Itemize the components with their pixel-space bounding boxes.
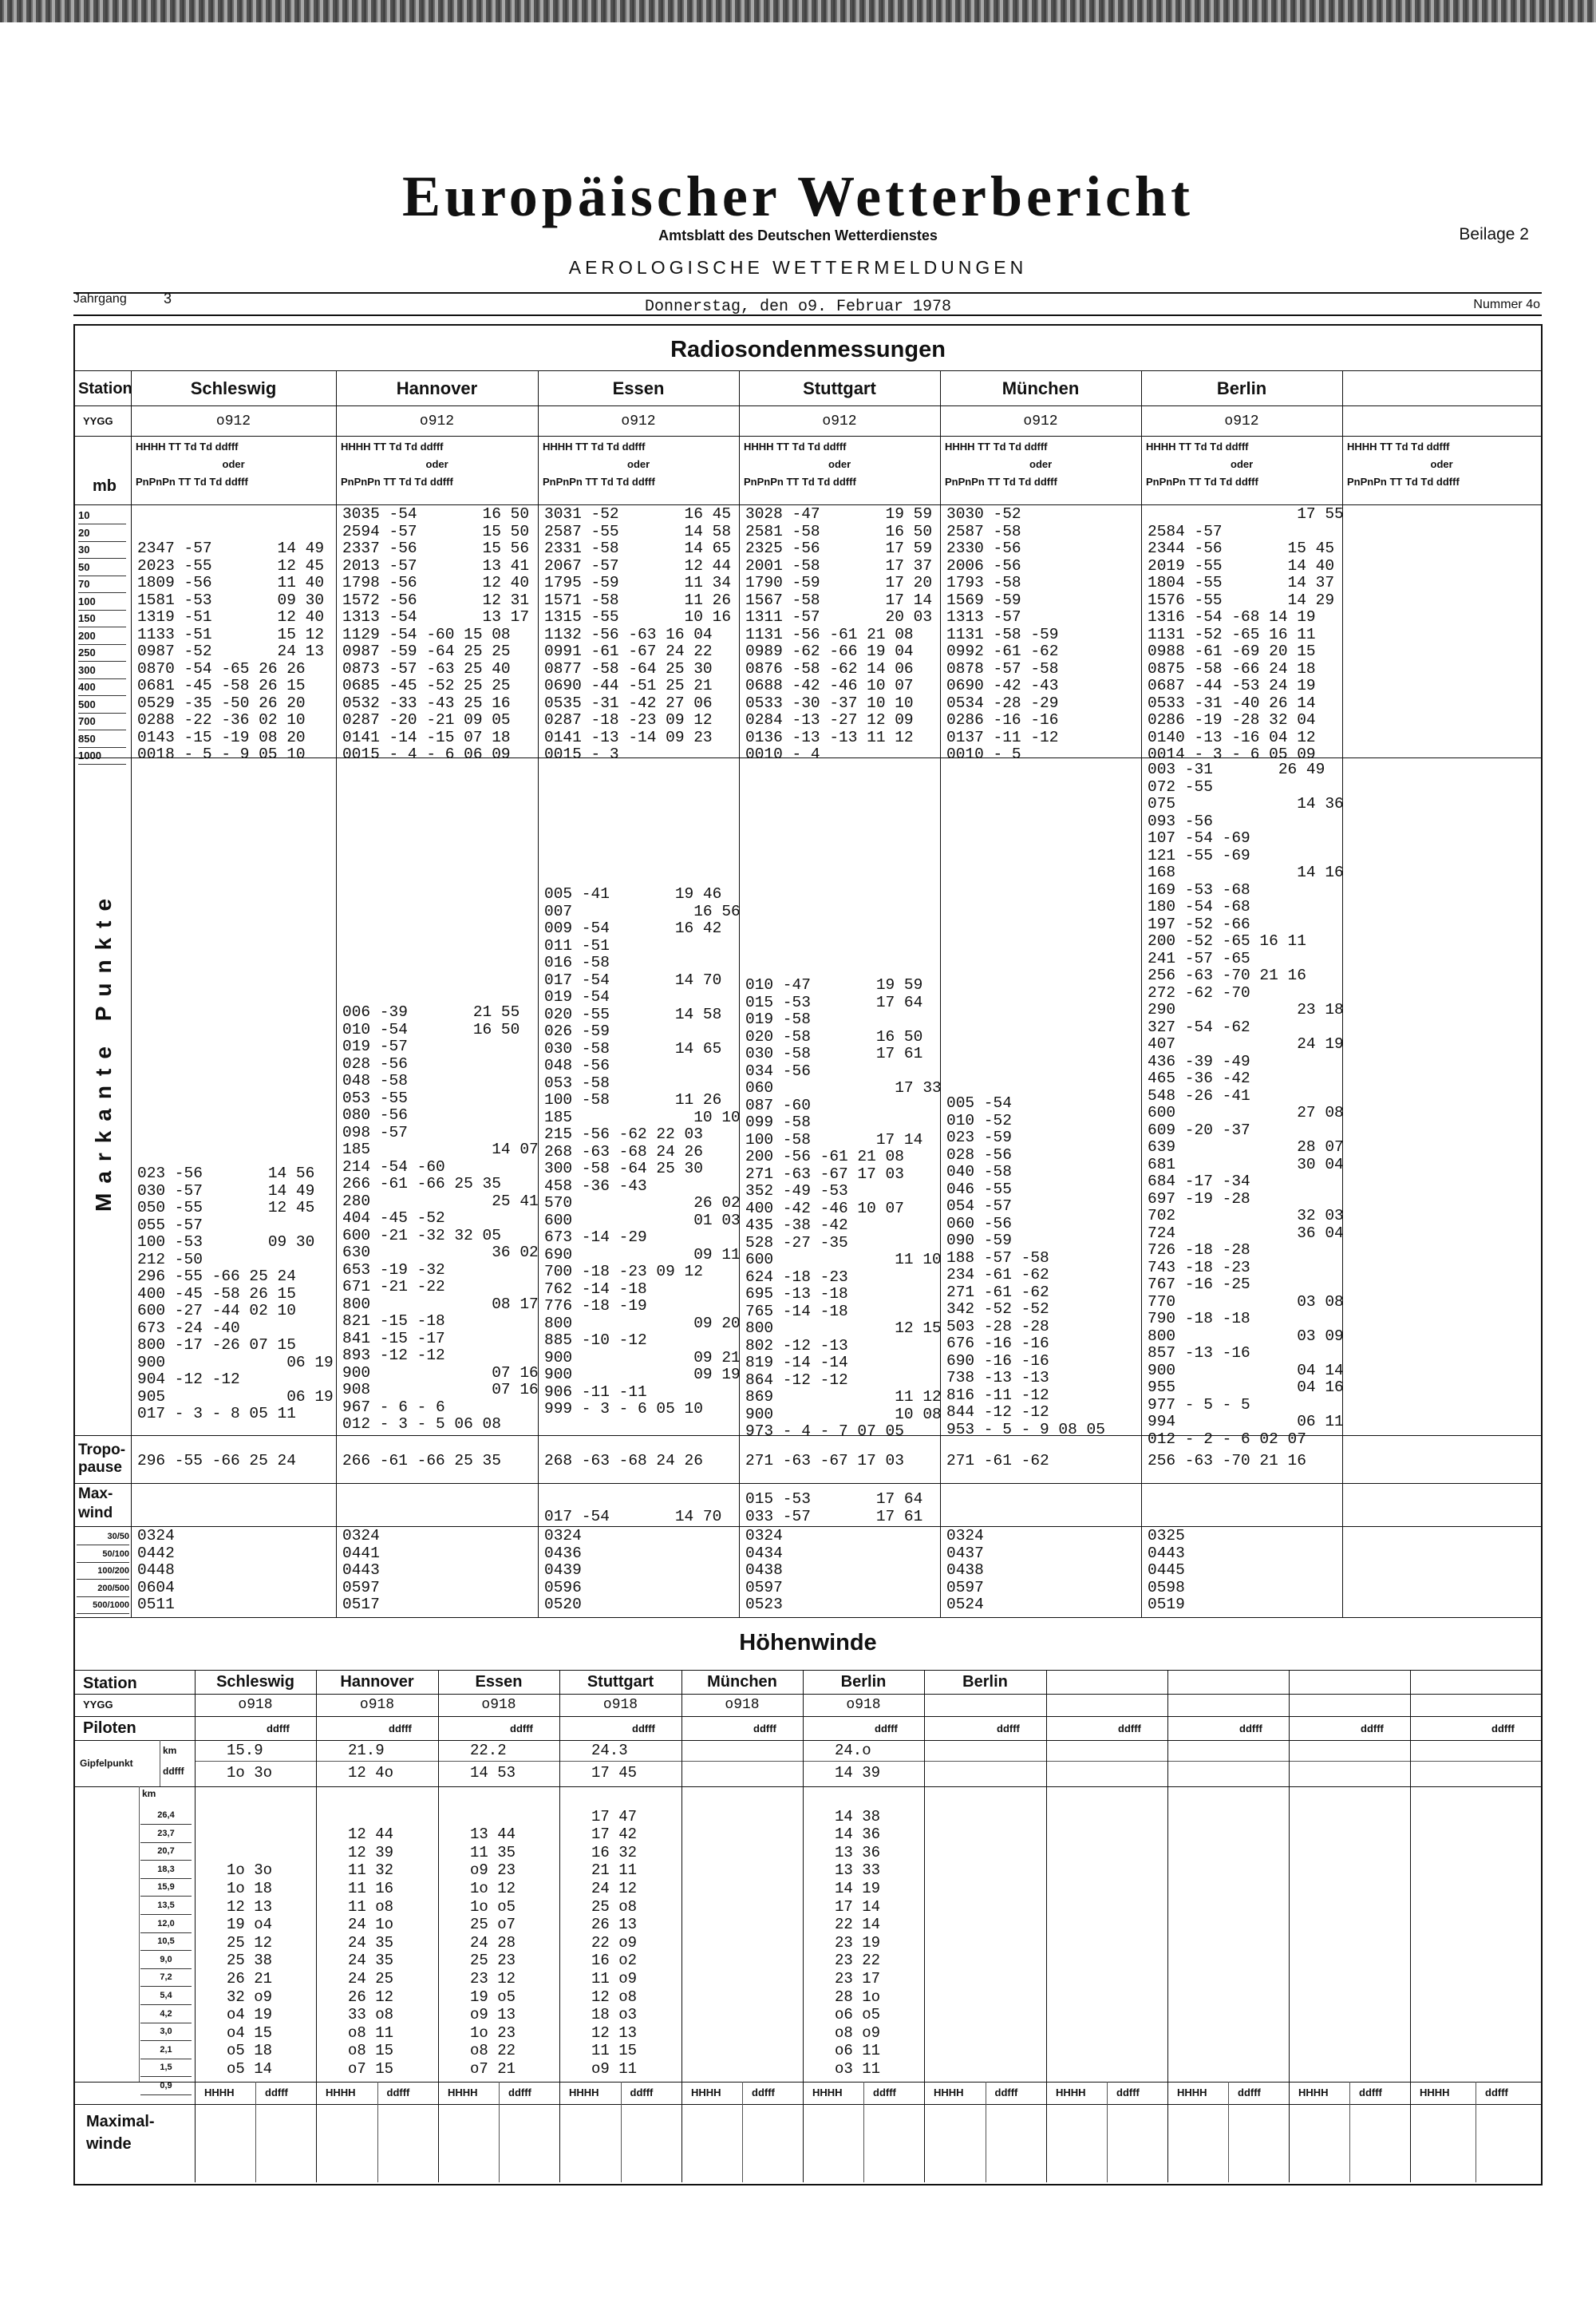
section-heading: AEROLOGISCHE WETTERMELDUNGEN [568,257,1028,278]
station-tropo-values: 268 -63 -68 24 26 [544,1452,703,1469]
gipfelpunkt-value: 24.o [835,1742,871,1759]
radiosonde-title: Radiosondenmessungen [670,337,946,362]
maxwind-column-header: HHHH [1420,2087,1450,2098]
station-mark-values: 003 -31 26 49 072 -55 075 14 36 093 -56 107 -54 -69 121 -55 -69 168 14 16 169 -53 -68 180 -54 -68 197 -52 -66 200 -52 -65 16 11 241 -57 -65 256 -63 -70 21 16 272 -62 -70 290 23 18 327 -54 -62 407 24 19 436 -39 -49 465 -36 -42 548 -26 -41 600 27 08 609 -20 -37 639 28 07 681 30 04 684 -17 -34 697 -19 -28 702 32 03 724 36 04 726 -18 -28 743 -18 -23 767 -16 -25 770 03 08 790 -18 -18 800 03 09 857 -13 -16 900 04 14 955 04 16 977 - 5 - 5 994 06 11 012 - 2 - 6 02 07 [1148,761,1344,1448]
gipfel-km-label: km [163,1745,177,1756]
gipfelpunkt-value: 15.9 [227,1742,263,1759]
maxwind-label: Max-wind [78,1485,113,1521]
hw-station-name: Berlin [840,1673,887,1691]
hw-wind-values: 1o 3o 1o 18 12 13 19 o4 25 12 25 38 26 21 32 o9 o4 19 o4 15 o5 18 o5 14 [227,1861,273,2078]
station-std-values: 3035 -54 16 50 2594 -57 15 50 2337 -56 15 56 2013 -57 13 41 1798 -56 12 40 1572 -56 12 31 1313 -54 13 17 1129 -54 -60 15 08 0987 -59 -64 25 25 0873 -57 -63 25 40 0685 -45 -52 25 25 0532 -33 -43 25 16 0287 -20 -21 09 05 0141 -14 -15 07 18 0015 - 4 - 6 06 09 [342,505,530,763]
station-mark-values: 006 -39 21 55 010 -54 16 50 019 -57 028 -56 048 -58 053 -55 080 -56 098 -57 185 14 07 214 -54 -60 266 -61 -66 25 35 280 25 41 404 -45 -52 600 -21 -32 32 05 630 36 02 653 -19 -32 671 -21 -22 800 08 17 821 -15 -18 841 -15 -17 893 -12 -12 900 07 16 908 07 16 967 - 6 - 6 012 - 3 - 5 06 08 [342,1003,539,1433]
height-level: 0,9 [140,2078,192,2095]
gipfelpunkt-value: 14 53 [470,1764,516,1782]
height-level: 7,2 [140,1969,192,1987]
column-header: PnPnPn TT Td Td ddfff [341,476,453,488]
piloten-ddfff-header: ddfff [997,1723,1020,1734]
hw-station-yygg: o918 [846,1697,881,1713]
hw-station-yygg: o918 [725,1697,760,1713]
station-thick-values: 0324 0436 0439 0596 0520 [544,1527,582,1613]
piloten-ddfff-header: ddfff [753,1723,776,1734]
height-level: 18,3 [140,1861,192,1879]
hw-station-yygg: o918 [481,1697,516,1713]
maxwind-column-header: HHHH [812,2087,843,2098]
hw-yygg-label: YYGG [83,1699,113,1711]
piloten-ddfff-header: ddfff [1118,1723,1141,1734]
maxwind-column-header: ddfff [1116,2087,1140,2098]
pressure-level: 10 [78,508,126,524]
station-std-values: 3030 -52 2587 -58 2330 -56 2006 -56 1793 -58 1569 -59 1313 -57 1131 -58 -59 0992 -61 -62 0878 -57 -58 0690 -42 -43 0534 -28 -29 0286 -16 -16 0137 -11 -12 0010 - 5 [946,505,1059,763]
station-yygg: o912 [1224,413,1259,429]
station-label: Station [78,380,132,398]
column-header: PnPnPn TT Td Td ddfff [136,476,248,488]
hw-station-name: Stuttgart [587,1673,654,1691]
thickness-layer-label: 200/500 [77,1580,129,1597]
maxwind-subdivider [499,2082,500,2182]
hw-station-yygg: o918 [359,1697,395,1713]
thickness-layer-label: 30/50 [77,1529,129,1545]
page-title: Europäischer Wetterbericht [402,164,1194,228]
column-header: HHHH TT Td Td ddfff [945,441,1048,453]
hw-station-name: Essen [475,1673,523,1691]
maxwind-subdivider [1107,2082,1108,2182]
piloten-ddfff-header: ddfff [1491,1723,1515,1734]
gipfelpunkt-label: Gipfelpunkt [80,1758,133,1769]
maxwind-column-header: ddfff [386,2087,410,2098]
column-header: oder [828,458,851,470]
maxwind-column-header: ddfff [873,2087,896,2098]
pressure-level: 200 [78,628,126,645]
markante-punkte-label: Markante Punkte [91,888,116,1212]
station-name: Schleswig [190,378,277,398]
station-thick-values: 0325 0443 0445 0598 0519 [1148,1527,1185,1613]
hw-col-divider [924,1670,925,2182]
maxwind-column-header: HHHH [448,2087,478,2098]
column-header: HHHH TT Td Td ddfff [543,441,646,453]
issue-date: Donnerstag, den o9. Februar 1978 [644,298,952,316]
maxwind-column-header: HHHH [1298,2087,1329,2098]
maxwind-subdivider [621,2082,622,2182]
maxwind-column-header: HHHH [569,2087,599,2098]
gipfelpunkt-value: 21.9 [348,1742,385,1759]
pressure-level: 30 [78,542,126,559]
column-header: HHHH TT Td Td ddfff [341,441,444,453]
station-thick-values: 0324 0442 0448 0604 0511 [137,1527,175,1613]
hw-station-name: Schleswig [216,1673,294,1691]
piloten-ddfff-header: ddfff [875,1723,898,1734]
station-yygg: o912 [419,413,455,429]
column-header: PnPnPn TT Td Td ddfff [744,476,856,488]
station-tropo-values: 271 -61 -62 [946,1452,1049,1469]
height-level: 5,4 [140,1988,192,2005]
pressure-level: 100 [78,594,126,611]
pressure-level: 1000 [78,748,126,765]
station-yygg: o912 [1023,413,1058,429]
column-header: HHHH TT Td Td ddfff [1146,441,1249,453]
hw-col-divider [1046,1670,1047,2182]
pressure-level: 20 [78,525,126,542]
maxwind-column-header: ddfff [1485,2087,1508,2098]
station-maxwind-values: 017 -54 14 70 [544,1507,722,1525]
hw-station-name: München [707,1673,777,1691]
jahrgang-value: 3 [164,291,172,307]
height-level: 13,5 [140,1897,192,1915]
hw-col-divider [1410,1670,1411,2182]
thickness-layer-label: 500/1000 [77,1597,129,1614]
height-level: 12,0 [140,1916,192,1933]
station-yygg: o912 [822,413,857,429]
station-yygg: o912 [215,413,251,429]
column-header: PnPnPn TT Td Td ddfff [945,476,1057,488]
station-thick-values: 0324 0437 0438 0597 0524 [946,1527,984,1613]
station-name: München [1001,378,1080,398]
hw-col-divider [1167,1670,1168,2182]
gipfelpunkt-value: 12 4o [348,1764,394,1782]
hw-station-label: Station [83,1675,137,1692]
station-maxwind-values: 015 -53 17 64 033 -57 17 61 [745,1490,923,1525]
hw-station-yygg: o918 [238,1697,273,1713]
hw-wind-values: 13 44 11 35 o9 23 1o 12 1o o5 25 o7 24 28 25 23 23 12 19 o5 o9 13 1o 23 o8 22 o7 21 [470,1825,516,2078]
maxwind-subdivider [742,2082,743,2182]
height-level: 1,5 [140,2059,192,2077]
piloten-ddfff-header: ddfff [1361,1723,1384,1734]
height-level: 4,2 [140,2006,192,2023]
hw-station-name: Berlin [962,1673,1008,1691]
maxwind-column-header: ddfff [508,2087,531,2098]
maxwind-column-header: ddfff [994,2087,1018,2098]
maxwind-column-header: HHHH [934,2087,964,2098]
station-mark-values: 010 -47 19 59 015 -53 17 64 019 -58 020 -58 16 50 030 -58 17 61 034 -56 060 17 33 087 -60 099 -58 100 -58 17 14 200 -56 -61 21 08 271 -63 -67 17 03 352 -49 -53 400 -42 -46 10 07 435 -38 -42 528 -27 -35 600 11 10 624 -18 -23 695 -13 -18 765 -14 -18 800 12 15 802 -12 -13 819 -14 -14 864 -12 -12 869 11 12 900 10 08 973 - 4 - 7 07 05 [745,976,942,1440]
hw-col-divider [681,1670,682,2182]
hw-wind-values: 12 44 12 39 11 32 11 16 11 o8 24 1o 24 35 24 35 24 25 26 12 33 o8 o8 11 o8 15 o7 15 [348,1825,394,2078]
station-tropo-values: 271 -63 -67 17 03 [745,1452,904,1469]
piloten-ddfff-header: ddfff [267,1723,290,1734]
station-std-values: 17 55 2584 -57 2344 -56 15 45 2019 -55 14 40 1804 -55 14 37 1576 -55 14 29 1316 -54 -68 14 19 1131 -52 -65 16 11 0988 -61 -69 20 15 0875 -58 -66 24 18 0687 -44 -53 24 19 0533 -31 -40 26 14 0286 -19 -28 32 04 0140 -13 -16 04 12 0014 - 3 - 6 05 09 [1148,505,1344,763]
column-header: PnPnPn TT Td Td ddfff [1146,476,1258,488]
piloten-ddfff-header: ddfff [389,1723,412,1734]
column-header: HHHH TT Td Td ddfff [136,441,239,453]
thickness-layer-label: 50/100 [77,1546,129,1563]
maxwind-column-header: HHHH [1056,2087,1086,2098]
maxwind-column-header: HHHH [326,2087,356,2098]
height-level: 15,9 [140,1879,192,1897]
station-mark-values: 005 -41 19 46 007 16 56 009 -54 16 42 011 -51 016 -58 017 -54 14 70 019 -54 020 -55 14 58 026 -59 030 -58 14 65 048 -56 053 -58 100 -58 11 26 185 10 10 215 -56 -62 22 03 268 -63 -68 24 26 300 -58 -64 25 30 458 -36 -43 570 26 02 600 01 03 673 -14 -29 690 09 11 700 -18 -23 09 12 762 -14 -18 776 -18 -19 800 09 20 885 -10 -12 900 09 21 900 09 19 906 -11 -11 999 - 3 - 6 05 10 [544,885,741,1418]
mb-label: mb [93,477,117,495]
station-name: Stuttgart [803,378,876,398]
hw-station-yygg: o918 [602,1697,638,1713]
station-tropo-values: 296 -55 -66 25 24 [137,1452,296,1469]
station-thick-values: 0324 0434 0438 0597 0523 [745,1527,783,1613]
issue-number: Nummer 4o [1473,298,1540,311]
pressure-level: 400 [78,679,126,696]
jahrgang-label: Jahrgang [73,292,127,306]
maxwind-subdivider [1228,2082,1229,2182]
column-header: oder [1430,458,1453,470]
data-sheet [73,324,1543,2185]
height-level: 26,4 [140,1807,192,1825]
maxwind-subdivider [377,2082,378,2182]
hw-col-divider [803,1670,804,2182]
pressure-level: 50 [78,560,126,576]
maximalwinde-label: Maximal-winde [86,2113,155,2153]
piloten-label: Piloten [83,1719,136,1737]
column-header: oder [425,458,448,470]
beilage-label: Beilage 2 [1459,225,1529,243]
pressure-level: 300 [78,663,126,679]
column-header: HHHH TT Td Td ddfff [744,441,847,453]
hw-wind-values: 14 38 14 36 13 36 13 33 14 19 17 14 22 14 23 19 23 22 23 17 28 1o o6 o5 o8 o9 o6 11 o3 11 [835,1807,881,2078]
yygg-label: YYGG [83,415,113,427]
column-header: oder [222,458,245,470]
maxwind-column-header: ddfff [265,2087,288,2098]
maxwind-column-header: HHHH [1177,2087,1207,2098]
pressure-level: 70 [78,576,126,593]
subtitle: Amtsblatt des Deutschen Wetterdienstes [658,227,938,243]
maxwind-column-header: HHHH [691,2087,721,2098]
maxwind-subdivider [863,2082,864,2182]
height-level: 10,5 [140,1933,192,1951]
hw-col-divider [316,1670,317,2182]
piloten-ddfff-header: ddfff [632,1723,655,1734]
gipfelpunkt-value: 1o 3o [227,1764,273,1782]
column-header: oder [1231,458,1254,470]
column-header: oder [627,458,650,470]
station-std-values: 2347 -57 14 49 2023 -55 12 45 1809 -56 11 40 1581 -53 09 30 1319 -51 12 40 1133 -51 15 12 0987 -52 24 13 0870 -54 -65 26 26 0681 -45 -58 26 15 0529 -35 -50 26 20 0288 -22 -36 02 10 0143 -15 -19 08 20 0018 - 5 - 9 05 10 [137,540,325,763]
station-std-values: 3028 -47 19 59 2581 -58 16 50 2325 -56 17 59 2001 -58 17 37 1790 -59 17 20 1567 -58 17 14 1311 -57 20 03 1131 -56 -61 21 08 0989 -62 -66 19 04 0876 -58 -62 14 06 0688 -42 -46 10 07 0533 -30 -37 10 10 0284 -13 -27 12 09 0136 -13 -13 11 12 0010 - 4 [745,505,933,763]
scan-noise [0,0,1596,22]
gipfelpunkt-value: 24.3 [591,1742,628,1759]
rs-col-divider [1141,370,1142,1617]
height-km-label: km [142,1788,156,1799]
piloten-ddfff-header: ddfff [1239,1723,1262,1734]
station-std-values: 3031 -52 16 45 2587 -55 14 58 2331 -58 14 65 2067 -57 12 44 1795 -59 11 34 1571 -58 11 26 1315 -55 10 16 1132 -56 -63 16 04 0991 -61 -67 24 22 0877 -58 -64 25 30 0690 -44 -51 25 21 0535 -31 -42 27 06 0287 -18 -23 09 12 0141 -13 -14 09 23 0015 - 3 [544,505,732,763]
hw-col-divider [1289,1670,1290,2182]
pressure-level: 700 [78,714,126,730]
station-mark-values: 023 -56 14 56 030 -57 14 49 050 -55 12 45 055 -57 100 -53 09 30 212 -50 296 -55 -66 25 24 400 -45 -58 26 15 600 -27 -44 02 10 673 -24 -40 800 -17 -26 07 15 900 06 19 904 -12 -12 905 06 19 017 - 3 - 8 05 11 [137,1165,334,1422]
thickness-layer-label: 100/200 [77,1563,129,1580]
hw-col-divider [559,1670,560,2182]
maxwind-subdivider [1349,2082,1350,2182]
height-level: 3,0 [140,2023,192,2041]
maxwind-subdivider [255,2082,256,2182]
station-name: Berlin [1216,378,1267,398]
station-yygg: o912 [621,413,656,429]
maxwind-column-header: ddfff [1238,2087,1261,2098]
station-tropo-values: 256 -63 -70 21 16 [1148,1452,1306,1469]
maxwind-column-header: ddfff [630,2087,654,2098]
hw-station-name: Hannover [340,1673,414,1691]
tropopause-label: Tropo-pause [78,1442,126,1476]
station-name: Hannover [396,378,478,398]
height-level: 23,7 [140,1825,192,1843]
height-level: 9,0 [140,1952,192,1969]
height-level: 2,1 [140,2042,192,2059]
piloten-ddfff-header: ddfff [510,1723,533,1734]
gipfelpunkt-value: 22.2 [470,1742,507,1759]
rs-col-divider [336,370,337,1617]
column-header: HHHH TT Td Td ddfff [1347,441,1450,453]
height-level: 20,7 [140,1843,192,1861]
hw-col-divider [438,1670,439,2182]
maxwind-column-header: ddfff [752,2087,775,2098]
station-mark-values: 005 -54 010 -52 023 -59 028 -56 040 -58 046 -55 054 -57 060 -56 090 -59 188 -57 -58 234 -61 -62 271 -61 -62 342 -52 -52 503 -28 -28 676 -16 -16 690 -16 -16 738 -13 -13 816 -11 -12 844 -12 -12 953 - 5 - 9 08 05 [946,1094,1105,1438]
station-name: Essen [612,378,665,398]
station-thick-values: 0324 0441 0443 0597 0517 [342,1527,380,1613]
pressure-level: 850 [78,731,126,748]
gipfelpunkt-value: 14 39 [835,1764,881,1782]
maxwind-column-header: HHHH [204,2087,235,2098]
gipfel-ddfff-label: ddfff [163,1766,184,1777]
hoehenwinde-title: Höhenwinde [739,1630,877,1655]
pressure-level: 150 [78,611,126,627]
column-header: PnPnPn TT Td Td ddfff [1347,476,1460,488]
maxwind-column-header: ddfff [1359,2087,1382,2098]
pressure-level: 250 [78,645,126,662]
pressure-level: 500 [78,697,126,714]
station-tropo-values: 266 -61 -66 25 35 [342,1452,501,1469]
column-header: PnPnPn TT Td Td ddfff [543,476,655,488]
gipfelpunkt-value: 17 45 [591,1764,638,1782]
hw-wind-values: 17 47 17 42 16 32 21 11 24 12 25 o8 26 13 22 o9 16 o2 11 o9 12 o8 18 o3 12 13 11 15 o9 11 [591,1807,638,2078]
column-header: oder [1029,458,1053,470]
